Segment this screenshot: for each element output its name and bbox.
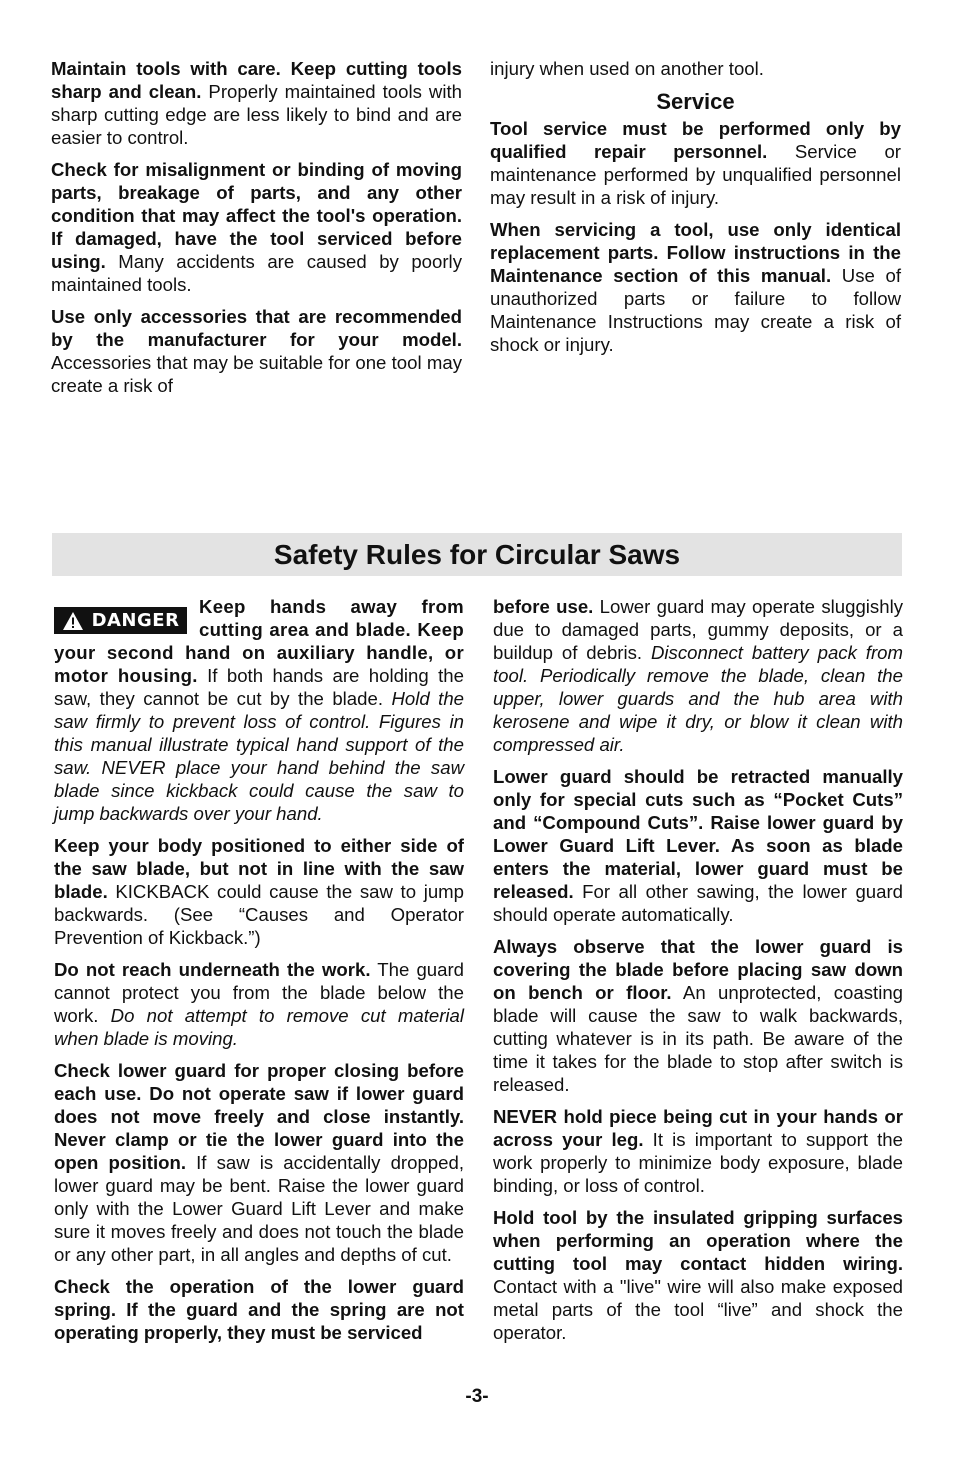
insulated-grip-paragraph: Hold tool by the insulated gripping surfaces when performing an operation where the cutting tool may contact hidden wiring. Contact with a "live" wire will also make exposed metal parts of the tool “live” and shock the operator. [493,1207,903,1343]
warning-triangle-icon [62,611,84,631]
guard-spring-paragraph: Check the operation of the lower guard spring. If the guard and the spring are not operating properly, they must be serviced [54,1276,464,1343]
top-right-column [490,57,901,365]
top-left-column [51,57,462,406]
bottom-left-column [54,595,464,1353]
observe-lower-guard-paragraph: Always observe that the lower guard is covering the blade before placing saw down on bench or floor. An unprotected, coasting blade will cause the saw to walk backwards, cutting whatever is in its path. Be aware of the time it takes for the blade to stop after switch is released. [493,936,904,1095]
service-paragraph: Tool service must be performed only by qualified repair personnel. Service or maintenance performed by unqualified personnel may result in a risk of injury. [490,118,901,208]
misalignment-paragraph: Check for misalignment or binding of moving parts, breakage of parts, and any other condition that may affect the tool's operation. If damaged, have the tool serviced before using. Many accidents are caused by poorly maintained tools. [51,159,462,295]
retract-lower-guard-paragraph: Lower guard should be retracted manually only for special cuts such as “Pocket Cuts” and “Compound Cuts”. Raise lower guard by Lower Guard Lift Lever. As soon as blade enters the material, lower guard must be released. For all other sawing, the lower guard should operate automatically. [493,766,903,925]
replacement-parts-paragraph: When servicing a tool, use only identical replacement parts. Follow instructions in the Maintenance section of this manual. Use of unauthorized parts or failure to follow Maintenance Instructions may create a risk of shock or injury. [490,219,901,355]
keep-hands-away-paragraph: DANGER Keep hands away from cutting area and blade. Keep your second hand on auxiliary handle, or motor housing. If both hands are holding the saw, they cannot be cut by the blade. Hold the saw firmly to prevent loss of control. Figures in this manual illustrate typical hand support of the saw. NEVER place your hand behind the saw blade since kickback could cause the saw to jump backwards over your hand. [54,596,464,824]
section-title-banner [52,533,902,576]
accessories-paragraph: Use only accessories that are recommended by the manufacturer for your model. Accessories that may be suitable for one tool may create a risk of [51,306,462,396]
lower-guard-closing-paragraph: Check lower guard for proper closing before each use. Do not operate saw if lower guard does not move freely and close instantly. Never clamp or tie the lower guard into the open position. If saw is accidentally dropped, lower guard may be bent. Raise the lower guard only with the Lower Guard Lift Lever and make sure it moves freely and does not touch the blade or any other part, in all angles and depths of cut. [54,1060,464,1265]
body-position-paragraph: Keep your body positioned to either side of the saw blade, but not in line with the saw blade. KICKBACK could cause the saw to jump backwards. (See “Causes and Operator Prevention of Kickback.”) [54,835,464,948]
underneath-work-paragraph: Do not reach underneath the work. The guard cannot protect you from the blade below the work. Do not attempt to remove cut material when blade is moving. [54,959,464,1049]
before-use-paragraph: before use. Lower guard may operate sluggishly due to damaged parts, gummy deposits, or a buildup of debris. Disconnect battery pack from tool. Periodically remove the blade, clean the upper, lower guards and the hub area with kerosene and wipe it dry, or blow it clean with compressed air. [493,596,903,755]
bottom-right-column [493,595,903,1353]
danger-label: DANGER [54,607,187,634]
service-heading: Service [656,89,735,114]
page-number: -3- [465,1386,489,1407]
continued-text: injury when used on another tool. [490,58,764,79]
never-hold-piece-paragraph: NEVER hold piece being cut in your hands or across your leg. It is important to support the work properly to minimize body exposure, blade binding, or loss of control. [493,1106,903,1196]
section-title: Safety Rules for Circular Saws [273,538,681,570]
maintain-tools-paragraph: Maintain tools with care. Keep cutting tools sharp and clean. Properly maintained tools with sharp cutting edge are less likely to bind and are easier to control. [51,58,462,148]
